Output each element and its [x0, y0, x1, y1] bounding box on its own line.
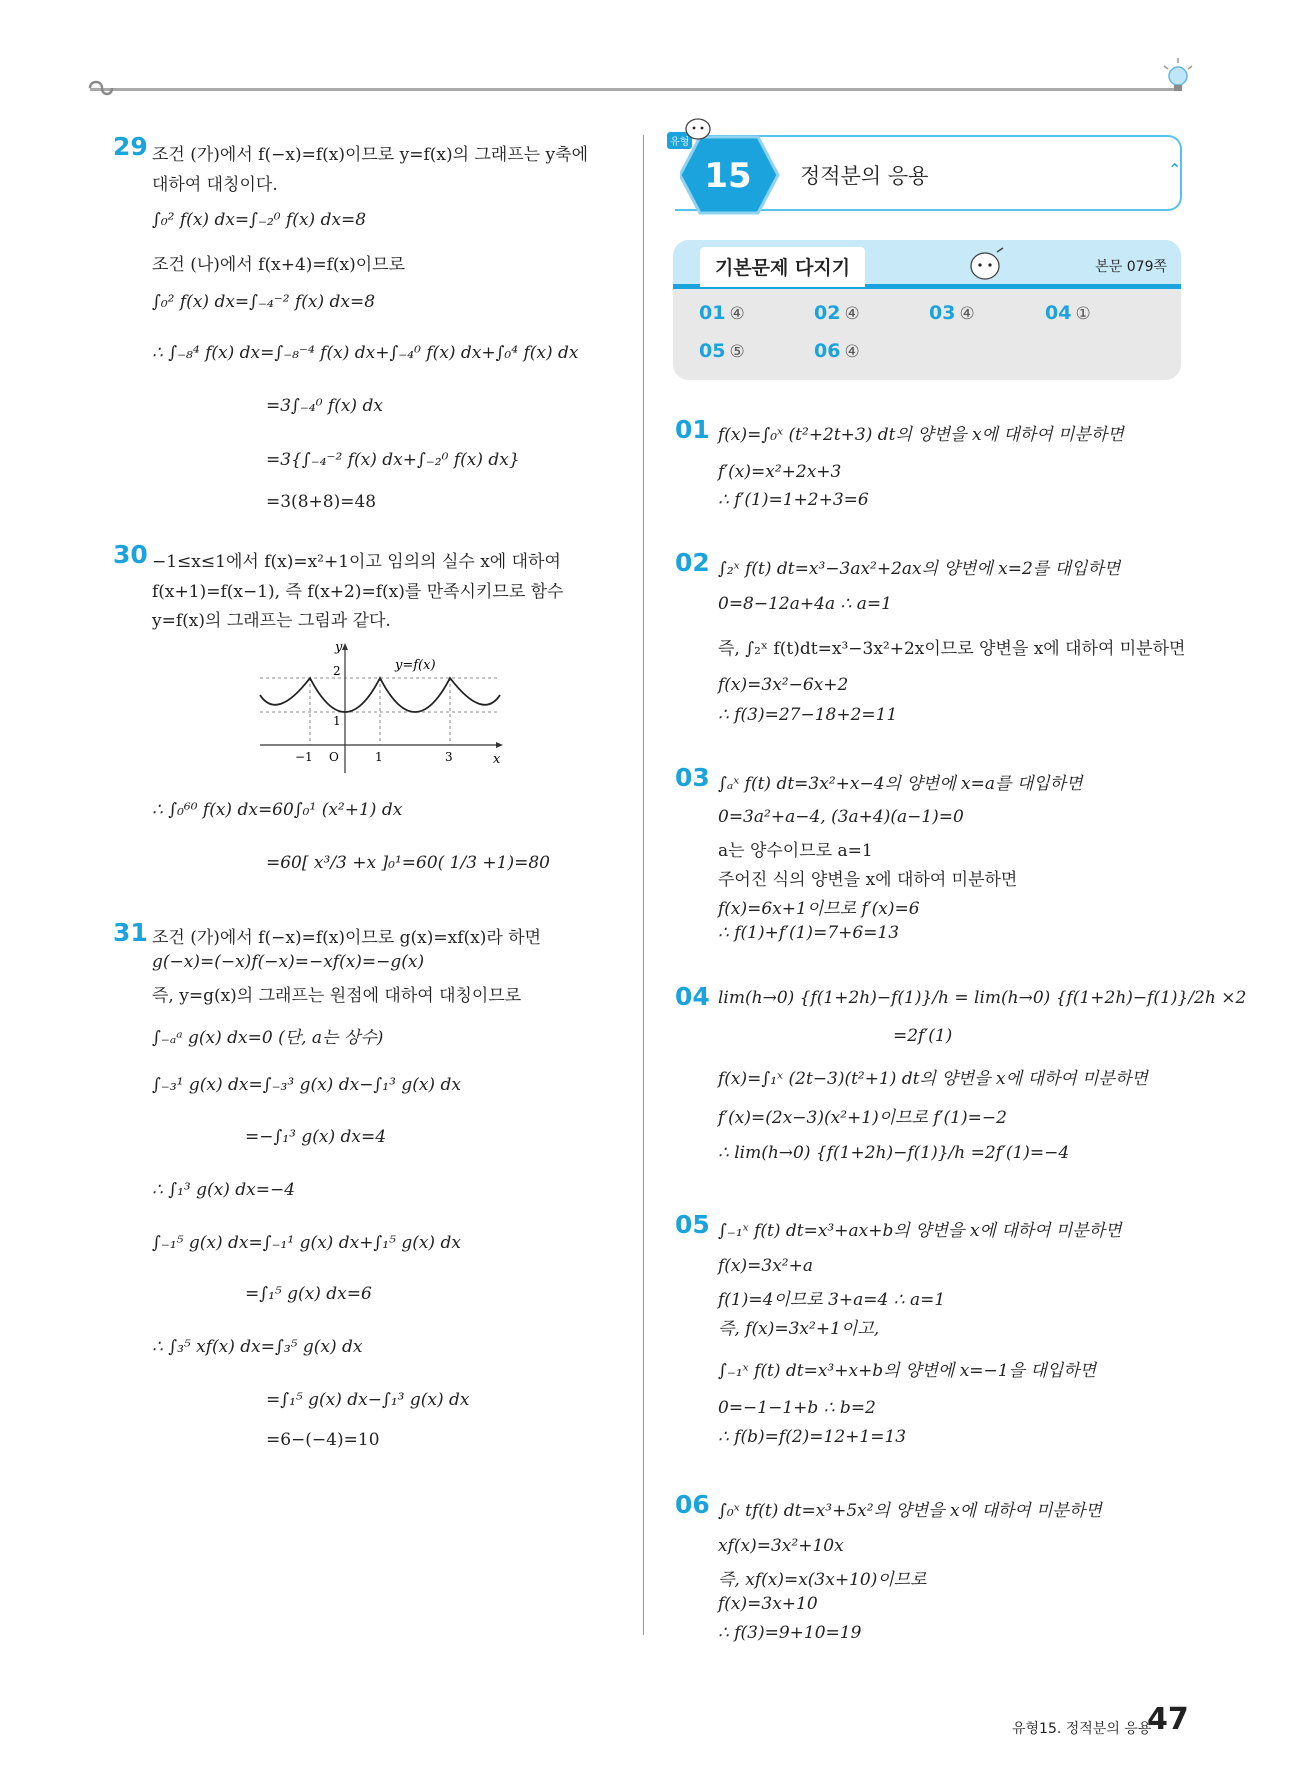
footer-section-label: 유형15. 정적분의 응용: [1012, 1721, 1152, 1737]
page-number: 47: [1147, 1702, 1189, 1737]
equation-line: =3{∫₋₄⁻² f(x) dx+∫₋₂⁰ f(x) dx}: [266, 450, 520, 470]
answer-item: 03 ④: [929, 302, 975, 324]
solution-line: y=f(x)의 그래프는 그림과 같다.: [152, 611, 391, 631]
equation-line: ∫₋ₐᵃ g(x) dx=0 (단, a는 상수): [152, 1028, 384, 1048]
equation-line: =3(8+8)=48: [266, 492, 377, 512]
equation-line: ∫₋₁ˣ f(t) dt=x³+ax+b의 양변을 x에 대하여 미분하면: [718, 1221, 1122, 1241]
equation-line: =3∫₋₄⁰ f(x) dx: [266, 396, 383, 416]
equation-line: ∴ ∫₃⁵ xf(x) dx=∫₃⁵ g(x) dx: [152, 1337, 363, 1357]
tick-label: 2: [333, 664, 341, 678]
section-number-hexagon: [680, 135, 780, 215]
answer-summary-box: [673, 240, 1181, 380]
equation-line: ∫₀² f(x) dx=∫₋₄⁻² f(x) dx=8: [152, 292, 376, 312]
caret-icon: ⌃: [1168, 160, 1182, 179]
equation-line: ∴ ∫₁³ g(x) dx=−4: [152, 1180, 296, 1200]
problem-number: 31: [113, 918, 148, 947]
equation-line: ∴ ∫₋₈⁴ f(x) dx=∫₋₈⁻⁴ f(x) dx+∫₋₄⁰ f(x) dx+∫₀⁴ f(x) dx: [152, 343, 579, 363]
equation-line: ∴ f′(1)=1+2+3=6: [718, 490, 869, 510]
equation-line: =6−(−4)=10: [266, 1430, 380, 1450]
problem-number: 05: [675, 1210, 710, 1239]
answer-item: 06 ④: [814, 340, 860, 362]
equation-line: 0=3a²+a−4, (3a+4)(a−1)=0: [718, 807, 964, 827]
lightbulb-icon: [1160, 56, 1196, 102]
equation-line: 즉, f(x)=3x²+1이고,: [718, 1319, 880, 1339]
equation-line: f(x)=3x²+a: [718, 1256, 813, 1276]
solution-line: 조건 (가)에서 f(−x)=f(x)이므로 g(x)=xf(x)라 하면: [152, 928, 542, 948]
equation-line: ∴ f(1)+f′(1)=7+6=13: [718, 923, 900, 943]
problem-number: 01: [675, 415, 710, 444]
tick-label: −1: [295, 750, 313, 764]
problem-number: 03: [675, 763, 710, 792]
mascot-icon: [963, 244, 1007, 284]
mascot-icon: [683, 114, 713, 140]
solution-line: 즉, y=g(x)의 그래프는 원점에 대하여 대칭이므로: [152, 986, 522, 1006]
problem-number: 04: [675, 982, 710, 1011]
equation-line: g(−x)=(−x)f(−x)=−xf(x)=−g(x): [152, 952, 425, 972]
answer-box-tab: 기본문제 다지기: [700, 247, 865, 287]
periodic-function-graph: [255, 635, 515, 775]
section-title: 정적분의 응용: [800, 164, 929, 188]
solution-line: 조건 (가)에서 f(−x)=f(x)이므로 y=f(x)의 그래프는 y축에: [152, 145, 588, 165]
type-badge: 유형: [667, 132, 692, 149]
paperclip-icon: [86, 78, 116, 100]
x-axis-arrow: [496, 742, 503, 748]
column-divider: [643, 135, 644, 1635]
equation-line: ∫₋₁⁵ g(x) dx=∫₋₁¹ g(x) dx+∫₁⁵ g(x) dx: [152, 1233, 461, 1253]
equation-line: f(x)=∫₀ˣ (t²+2t+3) dt의 양변을 x에 대하여 미분하면: [718, 425, 1124, 445]
problem-number: 29: [113, 132, 148, 161]
top-rule: [90, 88, 1180, 91]
tick-label: 1: [333, 714, 341, 728]
solution-line: 조건 (나)에서 f(x+4)=f(x)이므로: [152, 255, 406, 275]
curve-label: y=f(x): [395, 658, 436, 673]
equation-line: 즉, ∫₂ˣ f(t)dt=x³−3x²+2x이므로 양변을 x에 대하여 미분하면: [718, 639, 1186, 659]
equation-line: ∫₀² f(x) dx=∫₋₂⁰ f(x) dx=8: [152, 210, 367, 230]
problem-number: 30: [113, 540, 148, 569]
y-axis-label: y: [335, 640, 343, 655]
problem-number: 02: [675, 548, 710, 577]
answer-item: 02 ④: [814, 302, 860, 324]
equation-line: xf(x)=3x²+10x: [718, 1536, 844, 1556]
x-axis-label: x: [493, 752, 501, 767]
equation-line: =2f′(1): [893, 1026, 953, 1046]
equation-line: ∫₀ˣ tf(t) dt=x³+5x²의 양변을 x에 대하여 미분하면: [718, 1501, 1102, 1521]
equation-line: f(x)=6x+1이므로 f′(x)=6: [718, 899, 920, 919]
function-curve: [260, 678, 500, 712]
answer-box-reference: 본문 079쪽: [1095, 259, 1167, 275]
equation-line: ∴ f(b)=f(2)=12+1=13: [718, 1427, 907, 1447]
equation-line: =∫₁⁵ g(x) dx−∫₁³ g(x) dx: [266, 1390, 470, 1410]
tick-label: 1: [375, 750, 383, 764]
equation-line: 0=8−12a+4a ∴ a=1: [718, 594, 892, 614]
equation-line: f(x)=3x+10: [718, 1594, 818, 1614]
solution-line: 주어진 식의 양변을 x에 대하여 미분하면: [718, 870, 1018, 890]
solution-line: 대하여 대칭이다.: [152, 175, 278, 195]
solution-line: −1≤x≤1에서 f(x)=x²+1이고 임의의 실수 x에 대하여: [152, 552, 561, 572]
solution-line: f(x+1)=f(x−1), 즉 f(x+2)=f(x)를 만족시키므로 함수: [152, 582, 564, 602]
equation-line: ∫₂ˣ f(t) dt=x³−3ax²+2ax의 양변에 x=2를 대입하면: [718, 559, 1121, 579]
equation-line: 0=−1−1+b ∴ b=2: [718, 1398, 876, 1418]
origin-label: O: [329, 750, 339, 764]
equation-line: ∴ f(3)=27−18+2=11: [718, 705, 898, 725]
equation-line: =∫₁⁵ g(x) dx=6: [245, 1284, 372, 1304]
equation-line: 즉, xf(x)=x(3x+10)이므로: [718, 1570, 927, 1590]
equation-line: ∴ ∫₀⁶⁰ f(x) dx=60∫₀¹ (x²+1) dx: [152, 800, 403, 820]
equation-line: ∫₋₃¹ g(x) dx=∫₋₃³ g(x) dx−∫₁³ g(x) dx: [152, 1075, 461, 1095]
equation-line: ∫ₐˣ f(t) dt=3x²+x−4의 양변에 x=a를 대입하면: [718, 774, 1083, 794]
tick-label: 3: [445, 750, 453, 764]
answer-item: 05 ⑤: [699, 340, 745, 362]
answer-item: 01 ④: [699, 302, 745, 324]
problem-number: 06: [675, 1490, 710, 1519]
y-axis-arrow: [342, 643, 348, 650]
equation-line: f′(x)=(2x−3)(x²+1)이므로 f′(1)=−2: [718, 1108, 1007, 1128]
equation-line: ∴ f(3)=9+10=19: [718, 1623, 862, 1643]
equation-line: f(x)=3x²−6x+2: [718, 675, 849, 695]
equation-line: f(1)=4이므로 3+a=4 ∴ a=1: [718, 1290, 946, 1310]
equation-line: =60[ x³/3 +x ]₀¹=60( 1/3 +1)=80: [266, 853, 551, 873]
solution-line: a는 양수이므로 a=1: [718, 841, 873, 861]
equation-line: lim(h→0) {f(1+2h)−f(1)}/h = lim(h→0) {f(1+2h)−f(1)}/2h ×2: [718, 988, 1247, 1008]
equation-line: ∴ lim(h→0) {f(1+2h)−f(1)}/h =2f′(1)=−4: [718, 1143, 1070, 1163]
section-number: 15: [704, 156, 752, 196]
answer-item: 04 ①: [1045, 302, 1091, 324]
equation-line: f′(x)=x²+2x+3: [718, 462, 842, 482]
equation-line: ∫₋₁ˣ f(t) dt=x³+x+b의 양변에 x=−1을 대입하면: [718, 1361, 1097, 1381]
equation-line: f(x)=∫₁ˣ (2t−3)(t²+1) dt의 양변을 x에 대하여 미분하면: [718, 1069, 1148, 1089]
equation-line: =−∫₁³ g(x) dx=4: [245, 1127, 387, 1147]
